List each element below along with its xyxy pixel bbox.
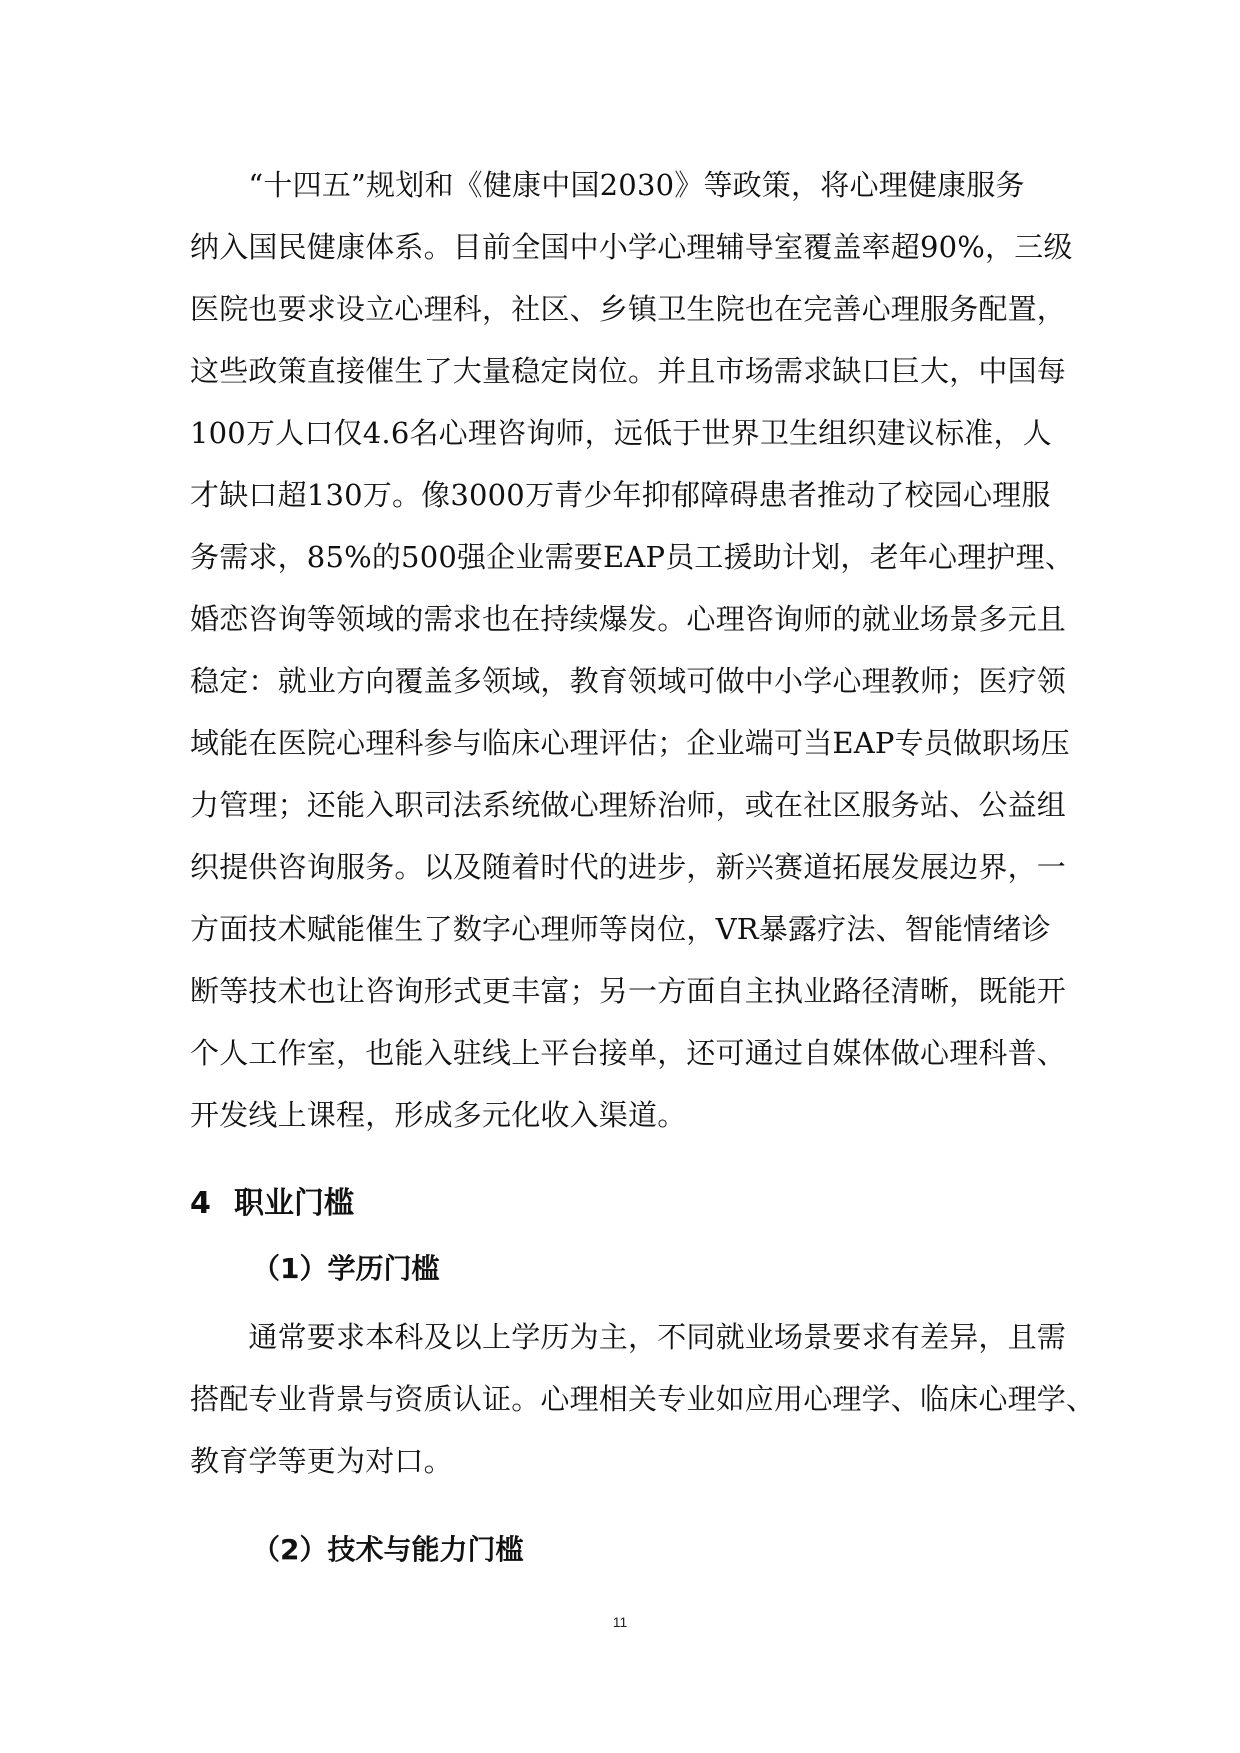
text-line: 力管理；还能入职司法系统做心理矫治师，或在社区服务站、公益组 [190, 788, 1067, 822]
page-number: 11 [612, 1614, 628, 1630]
section-number: 4 [190, 1186, 211, 1221]
section-title: 职业门槛 [234, 1186, 354, 1221]
text-line: 这些政策直接催生了大量稳定岗位。并且市场需求缺口巨大，中国每 [190, 354, 1067, 388]
text-line: 教育学等更为对口。 [190, 1444, 453, 1478]
text-line: 方面技术赋能催生了数字心理师等岗位，VR暴露疗法、智能情绪诊 [190, 912, 1051, 946]
subsection-heading-education: （1）学历门槛 [252, 1252, 440, 1285]
text-line: 搭配专业背景与资质认证。心理相关专业如应用心理学、临床心理学、 [190, 1382, 1096, 1416]
text-line: 婚恋咨询等领域的需求也在持续爆发。心理咨询师的就业场景多元且 [190, 602, 1067, 636]
text-line: 稳定：就业方向覆盖多领域，教育领域可做中小学心理教师；医疗领 [190, 664, 1067, 698]
text-line: 务需求，85%的500强企业需要EAP员工援助计划，老年心理护理、 [190, 540, 1075, 574]
text-line: 断等技术也让咨询形式更丰富；另一方面自主执业路径清晰，既能开 [190, 974, 1067, 1008]
paragraph-education-requirements [190, 1306, 1096, 1492]
text-line: 织提供咨询服务。以及随着时代的进步，新兴赛道拓展发展边界，一 [190, 850, 1067, 884]
text-line: 域能在医院心理科参与临床心理评估；企业端可当EAP专员做职场压 [190, 726, 1070, 760]
text-line: 医院也要求设立心理科，社区、乡镇卫生院也在完善心理服务配置， [190, 292, 1067, 326]
text-line: “十四五”规划和《健康中国2030》等政策，将心理健康服务 [190, 168, 1025, 202]
text-line: 100万人口仅4.6名心理咨询师，远低于世界卫生组织建议标准，人 [190, 416, 1052, 450]
section-heading-career-threshold [190, 1180, 354, 1228]
paragraph-employment-outlook [190, 154, 1075, 1146]
text-line: 才缺口超130万。像3000万青少年抑郁障碍患者推动了校园心理服 [190, 478, 1051, 512]
text-line: 纳入国民健康体系。目前全国中小学心理辅导室覆盖率超90%，三级 [190, 230, 1073, 264]
text-line: 通常要求本科及以上学历为主，不同就业场景要求有差异，且需 [190, 1320, 1067, 1354]
text-line: 开发线上课程，形成多元化收入渠道。 [190, 1098, 687, 1132]
text-line: 个人工作室，也能入驻线上平台接单，还可通过自媒体做心理科普、 [190, 1036, 1067, 1070]
subsection-heading-skills: （2）技术与能力门槛 [252, 1533, 524, 1566]
